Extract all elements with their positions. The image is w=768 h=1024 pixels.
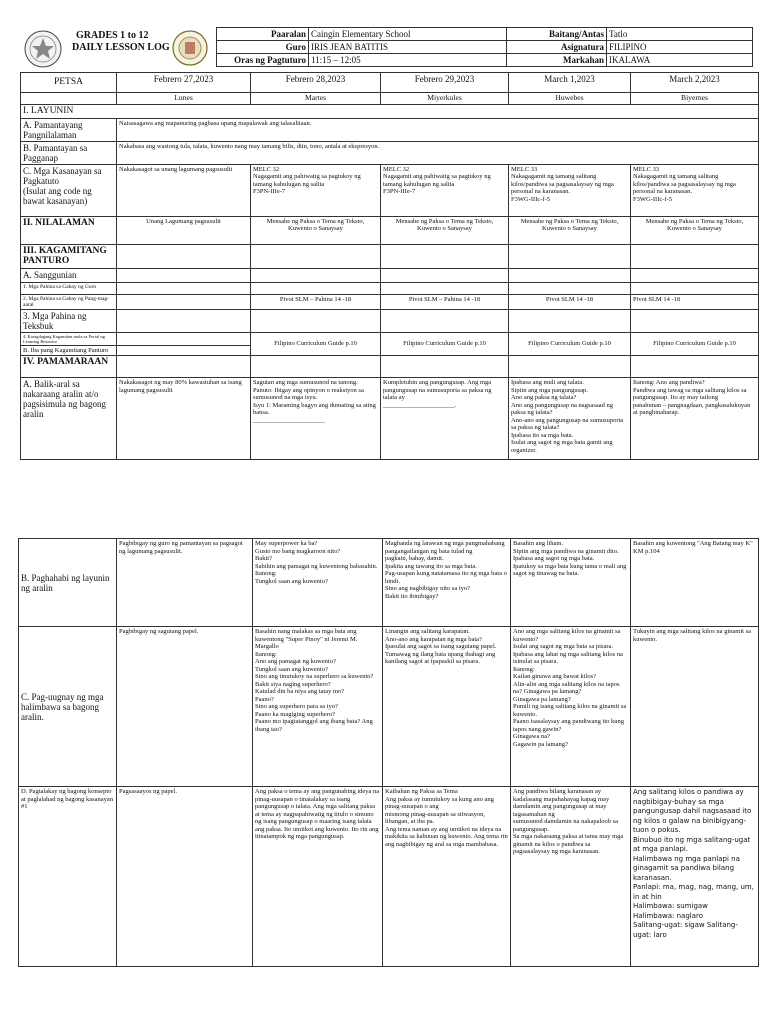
nilalaman-2: Mensahe ng Paksa o Tema ng Teksto, Kuwento o Sanaysay [251,216,381,244]
nilalaman-label: II. NILALAMAN [21,216,117,244]
grade-value: Tatlo [607,28,753,41]
lesson-table-1 [20,72,759,460]
halimbawa-2: Basahin nang malakas sa mga bata ang kuwentong "Super Pinoy" ni Jeremi M. Margallo Itanong: Ano ang pamagat ng kuwento? Tungkol saan ang kuwento? Sino ang tinutukoy na superhero sa kuwento? Bakit siya naging superhero? Katulad din ba niya ang tatay mo? Paano? Sino ang superhero para sa iyo? Paano ka magiging superhero? Paano mo ipagtatanggol ang ibang bata? Ang ibang tao? [253,627,383,787]
date-4: March 1,2023 [509,73,631,93]
paglalahad-5: Ang salitang kilos o pandiwa ay nagbibigay-buhay sa mga pangungusap dahil nagsasaad ito ng kilos o galaw na binibigyang-tuon o pokus. Binubuo ito ng mga salitang-ugat at mga panlapi. Halimbawa ng mga panlapi na ginagamit sa pandiwa bilang karanasan. Panlapi: ma, mag, nag, mang, um, in at hin Halimbawa: sumigaw Halimbawa: naglaro Salitang-ugat: sigaw Salitang-ugat: laro [631,787,759,967]
balik-4: Ipabasa ang muli ang talata. Sipiin ang mga pangungusap. Ano ang paksa ng talata? Ano ang pangungusap na nagsasaad ng paksa ng talata? Ano-ano ang pangungusap na sumusuporta sa paksa ng talata? Ipabasa ito sa mga bata. Isulat ang sagot ng mga bata gamit ang organizer. [509,378,631,460]
balik-3: Kumpletuhin ang pangungusap. Ang mga pangungusap na sumusuporta sa paksa ng talata ay ______________________. [381,378,509,460]
school-seal-right [172,30,208,66]
subject-label: Asignatura [507,41,607,54]
paghahabi-3: Magbanda ng larawan ng mga pangmahabang pangangailangan ng bata tulad ng pagkain, bahay, damit. Ipakita ang tawang ito sa mga bata. Pag-usapan kung natatamasa ito ng mga bata o hindi. Sino ang nagbibigay nito sa iyo? Bakit ito ibinibigay? [383,539,511,627]
balik-5: Itanong: Ano ang pandiwa? Pandiwa ang tawag sa mga salitang kilos sa pangungusap. Ito ay may tatlong panahunan – pangnagdaan, pangkasalukuyan at panghinaharap. [631,378,759,460]
day-2: Martes [251,93,381,105]
pahina-2: Pivot SLM – Pahina 14 -18 [251,294,381,309]
nilalaman-3: Mensahe ng Paksa o Tema ng Teksto, Kuwento o Sanaysay [381,216,509,244]
pamantayan-label: A. Pamantayang Pangnilalaman [21,118,117,141]
halimbawa-label: C. Pag-uugnay ng mga halimbawa sa bagong aralin. [19,627,117,787]
date-5: March 2,2023 [631,73,759,93]
school-value: Caingin Elementary School [309,28,507,41]
iba-label: B. Iba pang Kagamitang Panturo [21,345,117,356]
info-table [216,27,753,67]
kasanayan-label: C. Mga Kasanayan sa Pagkatuto [23,165,102,186]
paghahabi-2: May superpower ka ba? Gusto mo bang magkaroon nito? Bakit? Sabihin ang pamagat ng kuwentong babasahin. Itanong: Tungkol saan ang kuwento? [253,539,383,627]
pagganap-label: B. Pamantayan sa Pagganap [21,141,117,164]
gabay-mag-label: 2. Mga Pahina sa Gabay ng Pang-mag-aaral [21,294,117,309]
iba-4: Filipino Curriculum Guide p.10 [509,332,631,356]
pahina-3: Pivot SLM – Pahina 14 -18 [381,294,509,309]
balik-2: Sagutan ang mga sumusunod na tanong. Panuto: Ibigay ang opinyon o reaksiyon sa sumusunod na mga isyu. Isyu 1: Maraming bagyo ang dumating sa ating bansa. ______________________ [251,378,381,460]
school-label: Paaralan [217,28,309,41]
halimbawa-3: Linangin ang salitang karapatan. Ano-ano ang karapatan ng mga bata? Ipasulat ang sagot sa isang sagutang papel. Tumawag ng ilang bata upang ibahagi ang kanilang sagot at ipapaskil sa pisara. [383,627,511,787]
day-5: Biyernes [631,93,759,105]
halimbawa-1: Pagbibigay ng sagutang papel. [117,627,253,787]
pamamaraan-label: IV. PAMAMARAAN [21,356,117,378]
paglalahad-2: Ang paksa o tema ay ang pangunahing ideya na pinag-uusapan o tinatalakay sa isang pangungusap o talata. Ang mga salitang paksa at tema ay nagpapahiwatig ng titulo o simuno ng isang pangungusap o maaring isang talata ang paksa. Ito umiikot ang kuwento. Ito rin ang itinatampok ng mga pangungusap. [253,787,383,967]
iba-2: Filipino Curriculum Guide p.10 [251,332,381,356]
day-1: Lunes [117,93,251,105]
kasanayan-3: MELC 32 Nagagamit ang pahiwatig sa pagtukoy ng tamang kahulugan ng salita F3PN-IIIe-7 [381,164,509,216]
halimbawa-5: Tukuyin ang mga salitang kilos na ginamit sa kuwento. [631,627,759,787]
grade-label: Baitang/Antas [507,28,607,41]
paghahabi-4: Basahin ang liham. Sipiin ang mga pandiwa na ginamit dito. Ipabasa ang sagot ng mga bata. Ipatukoy sa mga bata kung tama o mali ang sagot ng tinawag na bata. [511,539,631,627]
pahina-5: Pivot SLM 14 -18 [631,294,759,309]
iba-5: Filipino Curriculum Guide p.10 [631,332,759,356]
kasanayan-2: MELC 32 Nagagamit ang pahiwatig sa pagtukoy ng tamang kahulugan ng salita F3PN-IIIe-7 [251,164,381,216]
gabay-guro-label: 1. Mga Pahina sa Gabay ng Guro [21,282,117,294]
pahina-4: Pivot SLM 14 -18 [509,294,631,309]
paglalahad-1: Pagsasaayos ng papel. [117,787,253,967]
balik-1: Nakakasagot ng may 80% kawastuhan sa isang lagumang pagsusulit [117,378,251,460]
iba-3: Filipino Curriculum Guide p.10 [381,332,509,356]
date-3: Febrero 29,2023 [381,73,509,93]
paglalahad-label: D. Pagtalakay ng bagong konsepto at paglalahad ng bagong kasanayan #1 [19,787,117,967]
paghahabi-5: Basahin ang kuwentong "Ang Batang may K" KM p.104 [631,539,759,627]
kasanayan-5: MELC 33 Nakagagamit ng tamang salitang kilos/pandiwa sa pagsasalaysay ng mga personal na karanasan. F3WG-IIIc-f-5 [631,164,759,216]
paglalahad-4: Ang pandiwa bilang karanasan ay kadalasang mapahahayag kapag may damdamin ang pangungusap at may tagasamahan ng sumusunod damdamin na nakapaloob sa pangungusap. Sa mga nakaraang paksa at tama may mga ginamit na kilos o pandiwa sa pagsasalaysay ng mga karanasan. [511,787,631,967]
kasanayan-4: MELC 33 Nakagagamit ng tamang salitang kilos/pandiwa sa pagsasalaysay ng mga personal na karanasan. F3WG-IIIc-f-5 [509,164,631,216]
petsa-label: PETSA [21,73,117,93]
teacher-value: IRIS JEAN BATITIS [309,41,507,54]
pamantayan-text: Naisasagawa ang mapanuring pagbasa upang mapalawak ang talasalitaan. [117,118,759,141]
date-1: Febrero 27,2023 [117,73,251,93]
title-line2: DAILY LESSON LOG [72,42,170,53]
section-layunin: I. LAYUNIN [21,105,759,119]
title-line1: GRADES 1 to 12 [76,30,149,41]
kasanayan-cell [21,164,117,216]
paglalahad-3: Kaibahan ng Paksa sa Tema Ang paksa ay tumutukoy sa kung ano ang pinag-uusapan o ang mismong pinag-uusapan sa sitwasyon, libangan, at iba pa. Ang tema naman ay ang umiikot na ideya na makikita sa kabuuan ng kuwento. Ang tema rin ang nagbibigay ng aral sa mga mambabasa. [383,787,511,967]
pagganap-text: Nakabasa ang wastong tula, talata, kuwento nang may tamang bilis, diin, tono, antala at ekspresyon. [117,141,759,164]
subject-value: FILIPINO [607,41,753,54]
deped-seal-left [24,30,62,68]
date-2: Febrero 28,2023 [251,73,381,93]
kagamitan-label: III. KAGAMITANG PANTURO [21,244,117,268]
kasanayan-sub: (Isulat ang code ng bawat kasanayan) [23,185,92,206]
paghahabi-label: B. Paghahabi ng layunin ng aralin [19,539,117,627]
nilalaman-5: Mensahe ng Paksa o Tema ng Teksto, Kuwento o Sanaysay [631,216,759,244]
day-3: Miyerkules [381,93,509,105]
time-label: Oras ng Pagtuturo [217,54,309,67]
lesson-table-2 [18,538,759,967]
time-value: 11:15 – 12:05 [309,54,507,67]
teacher-label: Guro [217,41,309,54]
pahina-label: 3. Mga Pahina ng Teksbuk [21,309,117,332]
paghahabi-1: Pagbibigay ng guro ng pamantayan sa pagsagot ng lagumang pagsusulit. [117,539,253,627]
nilalaman-4: Mensahe ng Paksa o Tema ng Teksto, Kuwento o Sanaysay [509,216,631,244]
kasanayan-1: Nakakasagot sa unang lagumang pagsusulit [117,164,251,216]
halimbawa-4: Ano ang mga salitang kilos na ginamit sa kuwento? Isulat ang sagot ng mga bata sa pisara. Ipabasa ang lahat ng mga salitang kilos na isinulat sa pisara. Itanong: Kailan ginawa ang bawat kilos? Alin-alin ang mga salitang kilos na tapos na? Ginagawa pa lamang? Ginagawa pa lamang? Pumili ng isang salitang kilos na ginamit sa kuwento. Paano isasalaysay ang pandiwang ito kung tapos nang gawin? Ginagawa na? Gagawin pa lamang? [511,627,631,787]
quarter-value: IKALAWA [607,54,753,67]
deped-seal-icon [24,30,62,68]
balik-label: A. Balik-aral sa nakaraang aralin at/o pagsisimula ng bagong aralin [21,378,117,460]
sanggunian-label: A. Sanggunian [21,268,117,282]
quarter-label: Markahan [507,54,607,67]
lr-label: 4. Karagdagang Kagamitan mula sa Portal ng Learning Resource [21,332,117,345]
school-logo-icon [172,30,208,66]
day-4: Huwebes [509,93,631,105]
nilalaman-1: Unang Lagumang pagsusulit [117,216,251,244]
